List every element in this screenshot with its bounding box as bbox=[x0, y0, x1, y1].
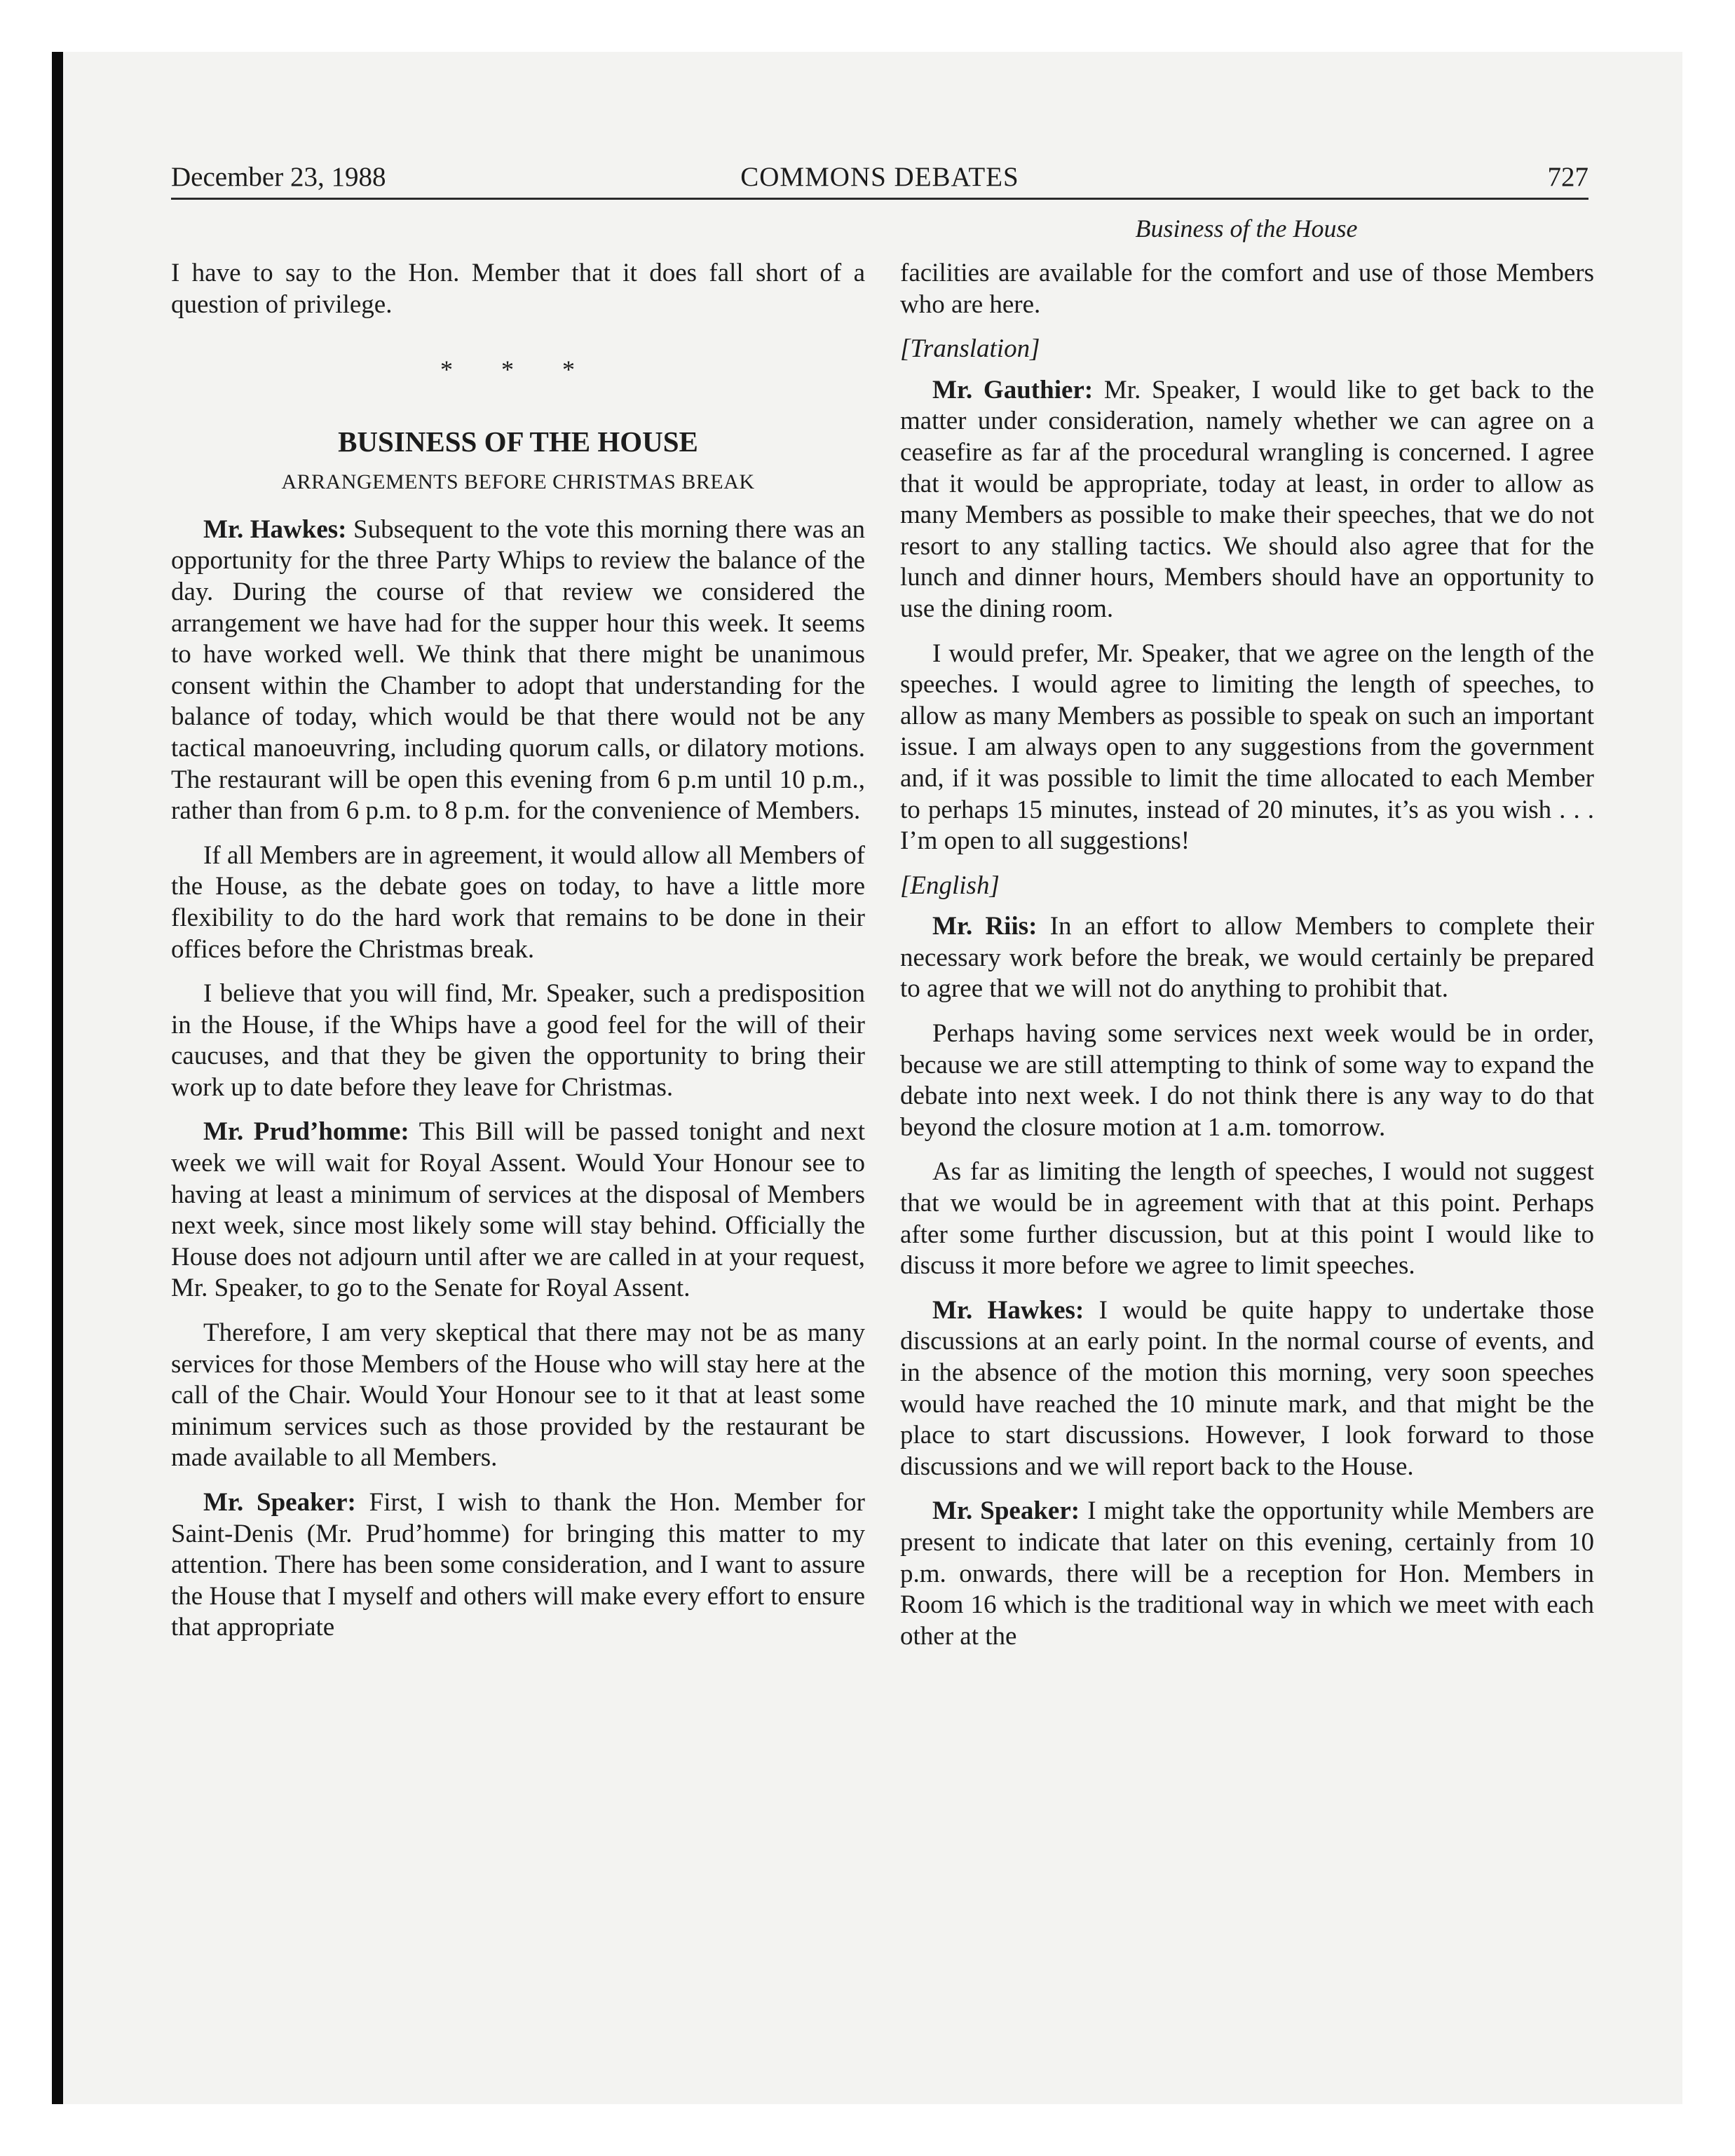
speech-text: This Bill will be passed tonight and next week we will wait for Royal Assent. Would Your Honour see to having at least a minimum of services at the disposal of Members next week, since most likely some will stay behind. Officially the House does not adjourn until after we are called in at your request, Mr. Speaker, to go to the Senate for Royal Assent. bbox=[171, 1117, 865, 1303]
left-column bbox=[171, 258, 865, 2080]
speech-paragraph bbox=[900, 375, 1594, 625]
paragraph: If all Members are in agreement, it would allow all Members of the House, as the debate goes on today, to have a little more flexibility to do the hard work that remains to be done in their offices before the Christmas break. bbox=[171, 840, 865, 964]
paragraph: I believe that you will find, Mr. Speaker, such a predisposition in the House, if the Whips have a good feel for the will of their caucuses, and that they be given the opportunity to bring their work up to date before they leave for Christmas. bbox=[171, 979, 865, 1102]
right-column bbox=[900, 258, 1594, 2080]
page-header bbox=[171, 158, 1588, 197]
speech-text: In an effort to allow Members to complete their necessary work before the break, we would certainly be prepared to agree that we will not do anything to prohibit that. bbox=[900, 912, 1595, 1004]
paragraph: As far as limiting the length of speeches, I would not suggest that we would be in agreement with that at this point. Perhaps after some further discussion, but at this point I would like to discuss it more before we agree to limit speeches. bbox=[900, 1157, 1594, 1281]
language-marker: [Translation] bbox=[900, 334, 1040, 364]
binding-edge bbox=[52, 52, 63, 2104]
running-head: Business of the House bbox=[1135, 214, 1358, 243]
paragraph: Therefore, I am very skeptical that there may not be as many services for those Members of the House who will stay here at the call of the Chair. Would Your Honour see to it that at least some minimum services such as those provided by the restaurant be made available to all Members. bbox=[171, 1318, 865, 1473]
section-subtitle: ARRANGEMENTS BEFORE CHRISTMAS BREAK bbox=[281, 470, 755, 493]
section-separator: * * * bbox=[440, 355, 596, 384]
paragraph: I would prefer, Mr. Speaker, that we agree on the length of the speeches. I would agree to limiting the length of speeches, to allow as many Members as possible to speak on such an important issue. I am always open to any suggestions from the government and, if it was possible to limit the time allocated to each Member to perhaps 15 minutes, instead of 20 minutes, it’s as you wish . . . I’m open to all suggestions! bbox=[900, 639, 1594, 856]
speech-text: First, I wish to thank the Hon. Member for Saint-Denis (Mr. Prud’homme) for bringing this matter to my attention. There has been some consideration, and I want to assure the House that I myself and others will make every effort to ensure that appropriate bbox=[171, 1488, 865, 1642]
section-title: BUSINESS OF THE HOUSE bbox=[338, 425, 698, 458]
speech-text: Subsequent to the vote this morning there was an opportunity for the three Party Whips to review the balance of the day. During the course of that review we considered the arrangement we have had for the supper hour this week. It seems to have worked well. We think that there might be unanimous consent within the Chamber to adopt that understanding for the balance of today, which would be that there would not be any tactical manoeuvring, including quorum calls, or dilatory motions. The restaurant will be open this evening from 6 p.m until 10 p.m., rather than from 6 p.m. to 8 p.m. for the convenience of Members. bbox=[171, 514, 866, 826]
paragraph: facilities are available for the comfort and use of those Members who are here. bbox=[900, 259, 1594, 319]
speech-paragraph bbox=[900, 1496, 1594, 1652]
header-title: COMMONS DEBATES bbox=[740, 162, 1019, 192]
speech-text: I might take the opportunity while Members are present to indicate that later on this evening, certainly from 10 p.m. onwards, there will be a reception for Hon. Members in Room 16 which is the traditional way in which we meet with each other at the bbox=[900, 1496, 1594, 1651]
speech-paragraph bbox=[171, 514, 865, 827]
speech-paragraph bbox=[171, 1487, 865, 1644]
speaker-name: Mr. Speaker: bbox=[203, 1488, 356, 1517]
paragraph: Perhaps having some services next week would be in order, because we are still attempting to think of some way to expand the debate into next week. I do not think there is any way to do that beyond the closure motion at 1 a.m. tomorrow. bbox=[900, 1019, 1594, 1142]
language-marker: [English] bbox=[900, 871, 1000, 900]
header-rule bbox=[171, 198, 1588, 200]
speaker-name: Mr. Speaker: bbox=[932, 1496, 1080, 1526]
speech-text: I would be quite happy to undertake those discussions at an early point. In the normal course of events, and in the absence of the motion this morning, very soon speeches would have reached the 10 minute mark, and that might be the place to start discussions. However, I look forward to those discussions and we will report back to the House. bbox=[900, 1295, 1595, 1481]
speech-text: Mr. Speaker, I would like to get back to the matter under consideration, namely whether we can agree on a ceasefire as far af the procedural wrangling is concerned. I agree that it would be appropriate, today at least, in order to allow as many Members as possible to make their speeches, that we do not resort to any stalling tactics. We should also agree that for the lunch and dinner hours, Members should have an opportunity to use the dining room. bbox=[900, 375, 1595, 623]
speaker-name: Mr. Riis: bbox=[932, 912, 1037, 941]
page-number: 727 bbox=[1547, 162, 1588, 192]
speech-paragraph bbox=[171, 1117, 865, 1304]
speaker-name: Mr. Prud’homme: bbox=[203, 1117, 409, 1147]
speech-paragraph bbox=[900, 911, 1594, 1005]
paragraph: I have to say to the Hon. Member that it does fall short of a question of privilege. bbox=[171, 259, 865, 319]
speaker-name: Mr. Hawkes: bbox=[203, 514, 347, 544]
header-date: December 23, 1988 bbox=[171, 162, 386, 192]
speaker-name: Mr. Gauthier: bbox=[932, 375, 1094, 404]
speech-paragraph bbox=[900, 1295, 1594, 1483]
speaker-name: Mr. Hawkes: bbox=[932, 1295, 1084, 1325]
